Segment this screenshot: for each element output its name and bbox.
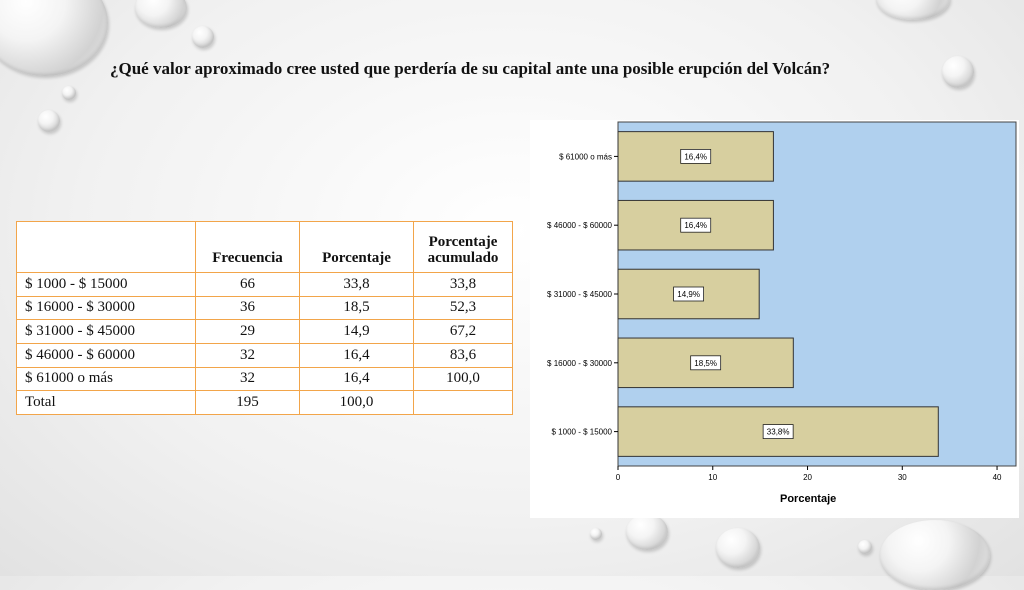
table-cell: $ 1000 - $ 15000 xyxy=(17,273,196,297)
water-drop-decoration xyxy=(880,520,990,590)
table-header: Porcentaje xyxy=(300,222,414,273)
table-cell: 33,8 xyxy=(414,273,513,297)
table-row xyxy=(17,367,513,391)
table-cell: 66 xyxy=(196,273,300,297)
table-cell: 100,0 xyxy=(300,391,414,415)
table-row xyxy=(17,343,513,367)
x-tick-label: 30 xyxy=(897,473,907,482)
table-cell: 195 xyxy=(196,391,300,415)
table-cell: 32 xyxy=(196,343,300,367)
table-cell: 16,4 xyxy=(300,367,414,391)
table-cell: 83,6 xyxy=(414,343,513,367)
frequency-table xyxy=(16,221,513,415)
water-drop-decoration xyxy=(942,56,974,88)
water-drop-decoration xyxy=(38,110,60,132)
table-header: Porcentaje acumulado xyxy=(414,222,513,273)
slide-question: ¿Qué valor aproximado cree usted que perdería de su capital ante una posible erupción del Volcán? xyxy=(110,59,831,78)
x-tick-label: 0 xyxy=(615,473,621,482)
x-tick-label: 20 xyxy=(803,473,812,482)
table-cell: $ 31000 - $ 45000 xyxy=(17,320,196,344)
water-drop-decoration xyxy=(858,540,872,554)
table-cell: 29 xyxy=(196,320,300,344)
table-row-total xyxy=(17,391,513,415)
table-cell xyxy=(414,391,513,415)
bar-chart xyxy=(530,120,1019,518)
table-cell: $ 16000 - $ 30000 xyxy=(17,296,196,320)
table-header-row xyxy=(17,222,513,273)
water-drop-decoration xyxy=(62,86,76,100)
table-cell: 14,9 xyxy=(300,320,414,344)
bar-chart-panel xyxy=(530,120,1019,518)
table-row xyxy=(17,273,513,297)
data-label: 14,9% xyxy=(677,290,700,299)
water-drop-decoration xyxy=(716,528,760,568)
table-header xyxy=(17,222,196,273)
table-cell: 67,2 xyxy=(414,320,513,344)
y-tick-label: $ 16000 - $ 30000 xyxy=(547,358,612,368)
table-cell: $ 61000 o más xyxy=(17,367,196,391)
x-tick-label: 40 xyxy=(992,473,1002,482)
table-cell: 52,3 xyxy=(414,296,513,320)
data-label: 18,5% xyxy=(694,358,717,368)
water-drop-decoration xyxy=(876,0,950,20)
table-cell: Total xyxy=(17,391,196,415)
table-cell: 36 xyxy=(196,296,300,320)
table-cell: 32 xyxy=(196,367,300,391)
y-tick-label: $ 61000 o más xyxy=(559,152,612,162)
data-label: 33,8% xyxy=(766,427,790,437)
water-drop-decoration xyxy=(590,528,602,540)
table-row xyxy=(17,296,513,320)
data-label: 16,4% xyxy=(684,221,708,231)
table-cell: 33,8 xyxy=(300,273,414,297)
water-drop-decoration xyxy=(192,26,214,48)
table-cell: $ 46000 - $ 60000 xyxy=(17,343,196,367)
data-label: 16,4% xyxy=(684,152,708,162)
water-drop-decoration xyxy=(626,514,668,550)
x-axis-title: Porcentaje xyxy=(780,493,837,505)
y-tick-label: $ 31000 - $ 45000 xyxy=(547,290,612,299)
y-tick-label: $ 46000 - $ 60000 xyxy=(547,221,612,231)
water-drop-decoration xyxy=(135,0,187,28)
y-tick-label: $ 1000 - $ 15000 xyxy=(551,427,612,437)
table-cell: 100,0 xyxy=(414,367,513,391)
water-drop-decoration xyxy=(0,0,108,76)
x-tick-label: 10 xyxy=(708,473,718,482)
table-row xyxy=(17,320,513,344)
table-cell: 18,5 xyxy=(300,296,414,320)
table-header: Frecuencia xyxy=(196,222,300,273)
table-cell: 16,4 xyxy=(300,343,414,367)
